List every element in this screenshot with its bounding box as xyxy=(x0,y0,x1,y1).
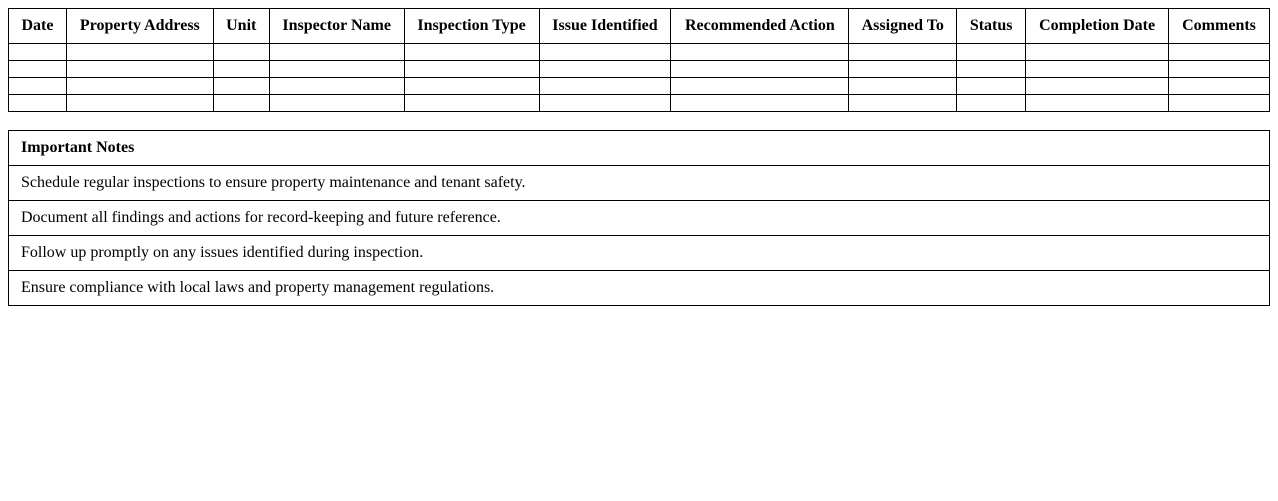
inspection-log-table xyxy=(8,8,1270,112)
table-cell[interactable] xyxy=(957,78,1026,95)
column-header-unit: Unit xyxy=(213,9,269,44)
table-cell[interactable] xyxy=(1026,44,1169,61)
table-cell[interactable] xyxy=(66,95,213,112)
table-cell[interactable] xyxy=(539,44,671,61)
table-cell[interactable] xyxy=(539,78,671,95)
column-header-recommended-action: Recommended Action xyxy=(671,9,849,44)
column-header-inspection-type: Inspection Type xyxy=(404,9,539,44)
notes-row xyxy=(9,271,1270,306)
table-cell[interactable] xyxy=(9,95,67,112)
note-item: Document all findings and actions for record-keeping and future reference. xyxy=(9,201,1270,236)
note-item: Follow up promptly on any issues identified during inspection. xyxy=(9,236,1270,271)
table-cell[interactable] xyxy=(957,95,1026,112)
table-cell[interactable] xyxy=(849,95,957,112)
table-cell[interactable] xyxy=(1169,61,1270,78)
table-cell[interactable] xyxy=(957,61,1026,78)
table-row xyxy=(9,44,1270,61)
table-cell[interactable] xyxy=(1026,95,1169,112)
column-header-property-address: Property Address xyxy=(66,9,213,44)
table-cell[interactable] xyxy=(404,78,539,95)
table-cell[interactable] xyxy=(269,44,404,61)
column-header-status: Status xyxy=(957,9,1026,44)
table-cell[interactable] xyxy=(213,61,269,78)
notes-row xyxy=(9,201,1270,236)
table-cell[interactable] xyxy=(671,95,849,112)
table-cell[interactable] xyxy=(66,78,213,95)
table-cell[interactable] xyxy=(66,61,213,78)
table-header-row xyxy=(9,9,1270,44)
notes-heading: Important Notes xyxy=(9,131,1270,166)
table-cell[interactable] xyxy=(1169,44,1270,61)
note-item: Ensure compliance with local laws and property management regulations. xyxy=(9,271,1270,306)
column-header-date: Date xyxy=(9,9,67,44)
table-cell[interactable] xyxy=(404,61,539,78)
table-cell[interactable] xyxy=(539,61,671,78)
table-cell[interactable] xyxy=(404,95,539,112)
table-cell[interactable] xyxy=(1026,78,1169,95)
table-cell[interactable] xyxy=(213,78,269,95)
column-header-completion-date: Completion Date xyxy=(1026,9,1169,44)
table-cell[interactable] xyxy=(9,78,67,95)
note-item: Schedule regular inspections to ensure property maintenance and tenant safety. xyxy=(9,166,1270,201)
table-cell[interactable] xyxy=(671,44,849,61)
notes-header-row xyxy=(9,131,1270,166)
table-cell[interactable] xyxy=(849,78,957,95)
table-cell[interactable] xyxy=(1026,61,1169,78)
table-cell[interactable] xyxy=(849,44,957,61)
table-cell[interactable] xyxy=(213,95,269,112)
notes-row xyxy=(9,166,1270,201)
table-cell[interactable] xyxy=(213,44,269,61)
column-header-issue-identified: Issue Identified xyxy=(539,9,671,44)
table-cell[interactable] xyxy=(404,44,539,61)
table-cell[interactable] xyxy=(1169,78,1270,95)
table-cell[interactable] xyxy=(269,78,404,95)
table-row xyxy=(9,78,1270,95)
table-cell[interactable] xyxy=(1169,95,1270,112)
column-header-comments: Comments xyxy=(1169,9,1270,44)
table-cell[interactable] xyxy=(9,44,67,61)
table-cell[interactable] xyxy=(66,44,213,61)
table-cell[interactable] xyxy=(269,95,404,112)
table-row xyxy=(9,61,1270,78)
table-cell[interactable] xyxy=(957,44,1026,61)
table-cell[interactable] xyxy=(539,95,671,112)
table-row xyxy=(9,95,1270,112)
table-cell[interactable] xyxy=(671,61,849,78)
table-cell[interactable] xyxy=(9,61,67,78)
important-notes-table xyxy=(8,130,1270,306)
notes-row xyxy=(9,236,1270,271)
column-header-assigned-to: Assigned To xyxy=(849,9,957,44)
table-cell[interactable] xyxy=(671,78,849,95)
table-cell[interactable] xyxy=(849,61,957,78)
column-header-inspector-name: Inspector Name xyxy=(269,9,404,44)
table-cell[interactable] xyxy=(269,61,404,78)
